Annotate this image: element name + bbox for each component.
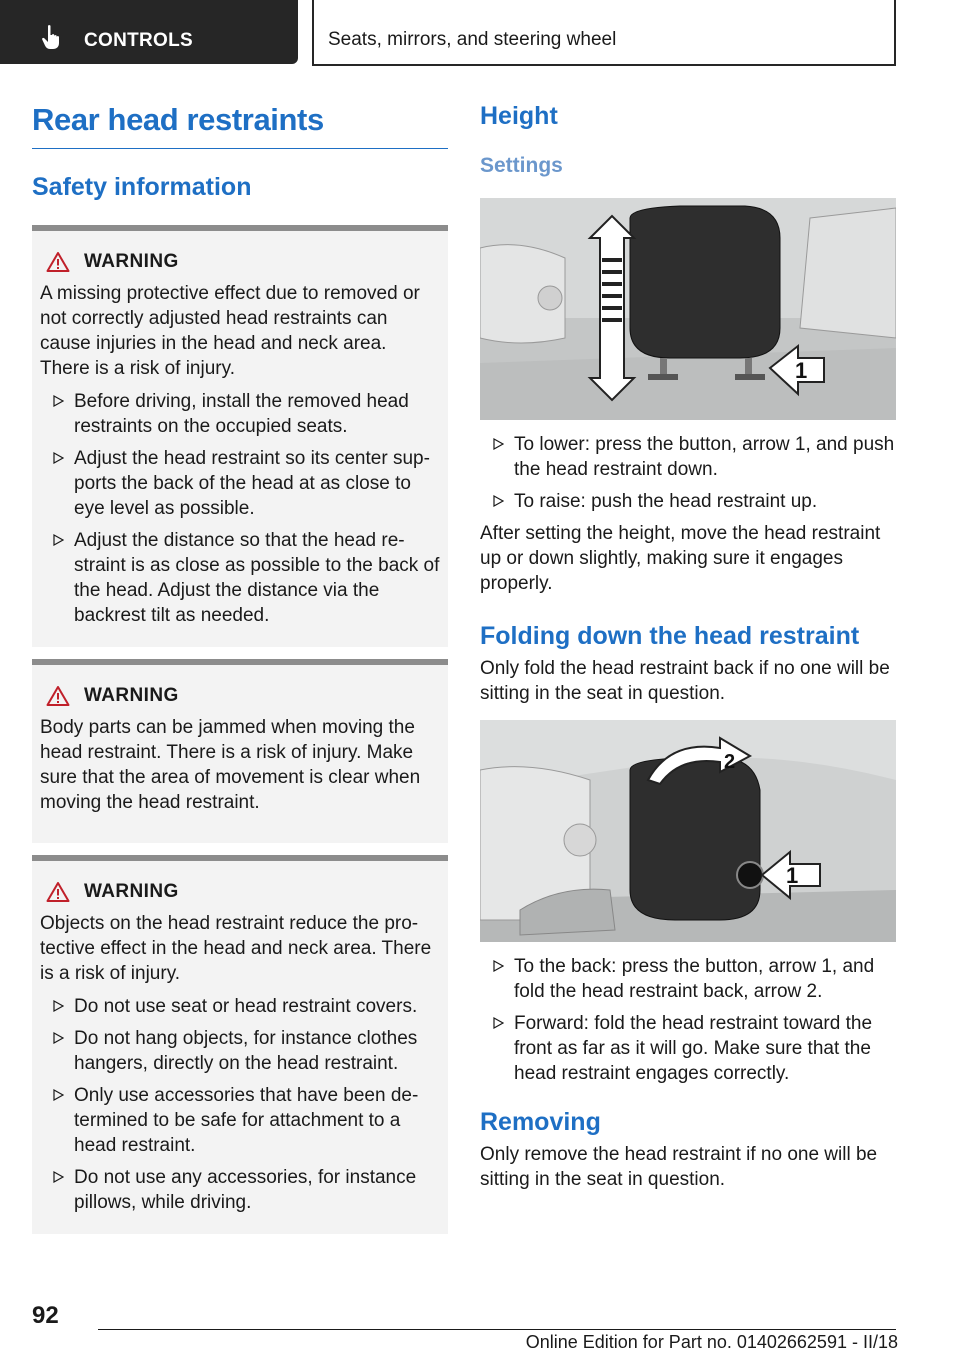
list-item: Before driving, install the removed head restraints on the occupied seats. bbox=[40, 389, 440, 439]
chapter-title: Seats, mirrors, and steering wheel bbox=[328, 29, 617, 50]
arrow-label-2: 2 bbox=[724, 751, 736, 773]
warning-label: WARNING bbox=[84, 251, 179, 272]
bullet-triangle-icon bbox=[52, 1089, 64, 1101]
list-item: To the back: press the button, arrow 1, and fold the head restraint back, arrow 2. bbox=[480, 954, 896, 1004]
list-item: Only use accessories that have been determined to be safe for attachment to a head restraint. bbox=[40, 1083, 440, 1158]
list-item: Do not hang objects, for instance clothes hangers, directly on the head restraint. bbox=[40, 1026, 440, 1076]
folding-text: Only fold the head restraint back if no one will be sitting in the seat in question. bbox=[480, 658, 890, 704]
warning-label: WARNING bbox=[84, 685, 179, 706]
bullet-triangle-icon bbox=[492, 438, 504, 450]
arrow-label-1: 1 bbox=[786, 863, 799, 888]
list-item: Adjust the head restraint so its center supports the back of the head at as close to eye level as possible. bbox=[40, 446, 440, 521]
section-tab-label: CONTROLS bbox=[84, 30, 194, 51]
bullet-triangle-icon bbox=[52, 395, 64, 407]
warning-text: Body parts can be jammed when moving the head restraint. There is a risk of injury. Make sure that the area of movement is clear when moving the head restraint. bbox=[40, 717, 421, 813]
list-item: Do not use seat or head restraint covers. bbox=[40, 994, 440, 1019]
bullet-triangle-icon bbox=[492, 960, 504, 972]
warning-label: WARNING bbox=[84, 881, 179, 902]
list-item: Adjust the distance so that the head restraint is as close as possible to the back of the head. Adjust the distance via the backrest tilt as needed. bbox=[40, 528, 440, 628]
height-heading: Height bbox=[480, 102, 558, 130]
safety-heading: Safety information bbox=[32, 173, 252, 201]
warning-text: Objects on the head restraint reduce the protective effect in the head and neck area. There is a risk of injury. bbox=[40, 913, 432, 984]
removing-heading: Removing bbox=[480, 1108, 601, 1136]
page-title: Rear head restraints bbox=[32, 100, 448, 149]
warning-icon bbox=[46, 251, 70, 273]
settings-heading: Settings bbox=[480, 154, 563, 177]
section-tab bbox=[0, 0, 298, 64]
list-item: To lower: press the button, arrow 1, and push the head restraint down. bbox=[480, 432, 896, 482]
warning-icon bbox=[46, 881, 70, 903]
warning-box bbox=[32, 659, 448, 843]
settings-after-text: After setting the height, move the head restraint up or down slightly, making sure it engages properly. bbox=[480, 523, 881, 594]
bullet-triangle-icon bbox=[52, 1000, 64, 1012]
left-column bbox=[32, 100, 448, 1234]
folding-heading: Folding down the head restraint bbox=[480, 622, 860, 650]
removing-text: Only remove the head restraint if no one will be sitting in the seat in question. bbox=[480, 1144, 878, 1190]
chapter-title-box bbox=[312, 0, 896, 66]
right-column bbox=[480, 100, 896, 1192]
list-item: To raise: push the head restraint up. bbox=[480, 489, 896, 514]
bullet-triangle-icon bbox=[52, 1032, 64, 1044]
bullet-triangle-icon bbox=[492, 495, 504, 507]
arrow-label-1: 1 bbox=[795, 358, 808, 383]
bullet-triangle-icon bbox=[52, 452, 64, 464]
bullet-triangle-icon bbox=[492, 1017, 504, 1029]
warning-box bbox=[32, 225, 448, 647]
footer-divider bbox=[98, 1329, 896, 1330]
hand-pointer-icon bbox=[40, 24, 64, 50]
warning-icon bbox=[46, 685, 70, 707]
warning-box bbox=[32, 855, 448, 1234]
bullet-triangle-icon bbox=[52, 1171, 64, 1183]
headrest-folding-illustration bbox=[480, 720, 896, 942]
headrest-height-illustration bbox=[480, 198, 896, 420]
list-item: Forward: fold the head restraint toward the front as far as it will go. Make sure that the head restraint engages correctly. bbox=[480, 1011, 896, 1086]
edition-text: Online Edition for Part no. 01402662591 - II/18 bbox=[525, 1332, 898, 1352]
page-number: 92 bbox=[32, 1302, 59, 1329]
warning-text: A missing protective effect due to removed or not correctly adjusted head restraints can cause injuries in the head and neck area. There is a risk of injury. bbox=[40, 283, 420, 379]
bullet-triangle-icon bbox=[52, 534, 64, 546]
list-item: Do not use any accessories, for instance pillows, while driving. bbox=[40, 1165, 440, 1215]
